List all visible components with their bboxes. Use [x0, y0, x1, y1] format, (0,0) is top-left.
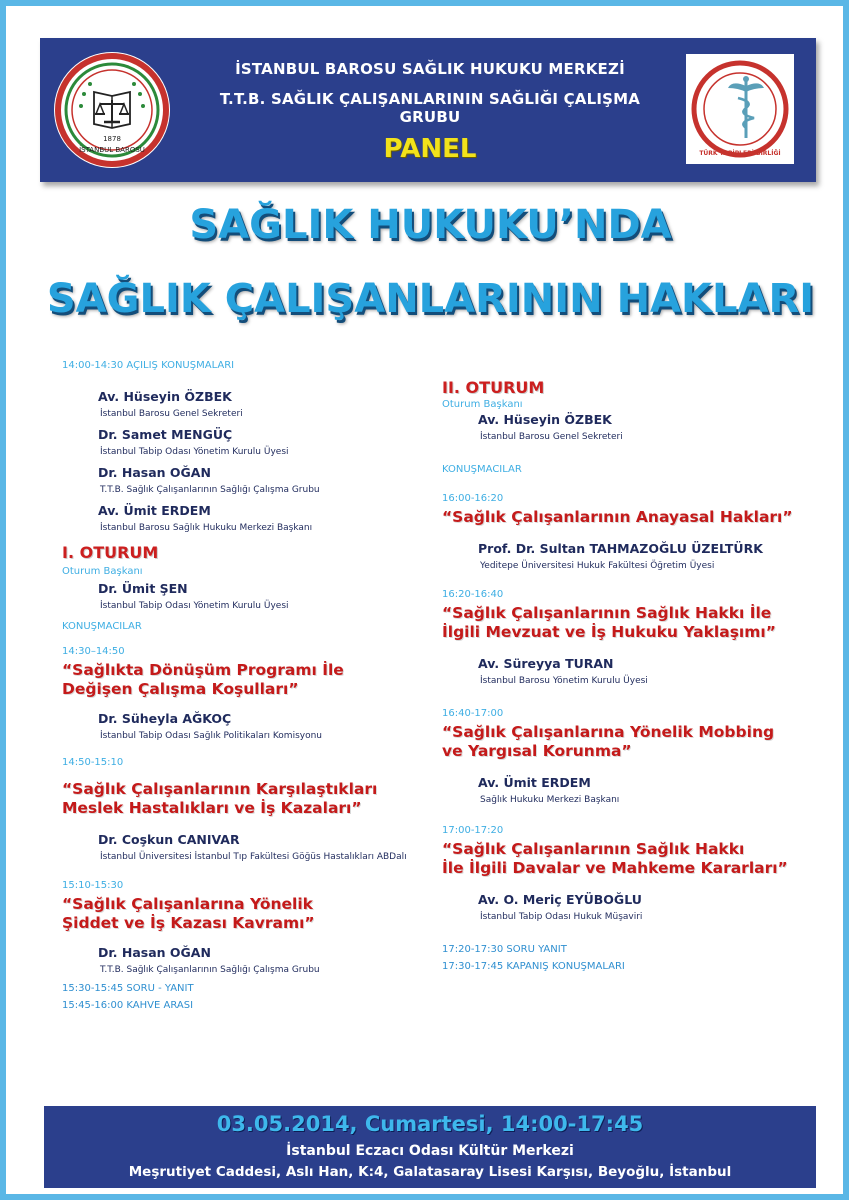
- speaker-affiliation: T.T.B. Sağlık Çalışanlarının Sağlığı Çalışma Grubu: [100, 965, 320, 975]
- ttb-logo-name: TÜRK TABİPLERİ BİRLİĞİ: [699, 150, 781, 157]
- caduceus-icon: [686, 54, 794, 164]
- talk-title: Değişen Çalışma Koşulları”: [62, 680, 299, 698]
- opening-time: 14:00-14:30 AÇILIŞ KONUŞMALARI: [62, 360, 235, 371]
- talk-title: İlgili Mevzuat ve İş Hukuku Yaklaşımı”: [442, 623, 776, 641]
- talk-title: “Sağlık Çalışanlarının Karşılaştıkları: [62, 780, 378, 798]
- talk-time: 16:00-16:20: [442, 493, 504, 504]
- talk-title: İle İlgili Davalar ve Mahkeme Kararları”: [442, 859, 788, 877]
- talk-title: “Sağlık Çalışanlarının Sağlık Hakkı: [442, 840, 745, 858]
- header-banner: [40, 38, 816, 182]
- talk-title: “Sağlık Çalışanlarına Yönelik Mobbing: [442, 723, 775, 741]
- session-1-heading: I. OTURUM: [62, 543, 159, 562]
- break-time: 15:45-16:00 KAHVE ARASI: [62, 1000, 194, 1011]
- talk-time: 15:10-15:30: [62, 880, 124, 891]
- speaker-affiliation: İstanbul Tabip Odası Hukuk Müşaviri: [480, 912, 643, 922]
- right-column: [442, 378, 812, 972]
- footer-banner: [44, 1106, 816, 1188]
- speaker-name: Dr. Samet MENGÜÇ: [98, 427, 233, 442]
- speakers-label: KONUŞMACILAR: [442, 464, 522, 475]
- speaker-name: Dr. Coşkun CANIVAR: [98, 832, 240, 847]
- talk-title: Meslek Hastalıkları ve İş Kazaları”: [62, 799, 362, 817]
- talk-title: “Sağlık Çalışanlarının Anayasal Hakları”: [442, 508, 793, 526]
- speaker-name: Dr. Süheyla AĞKOÇ: [98, 711, 232, 726]
- talk-time: 14:50-15:10: [62, 757, 124, 768]
- talk-title: “Sağlıkta Dönüşüm Programı İle: [62, 661, 344, 679]
- ttb-logo: [686, 54, 794, 164]
- talk-title: “Sağlık Çalışanlarının Sağlık Hakkı İle: [442, 604, 772, 622]
- speaker-affiliation: İstanbul Barosu Sağlık Hukuku Merkezi Başkanı: [100, 523, 313, 533]
- speaker-name: Av. Hüseyin ÖZBEK: [98, 389, 232, 404]
- chair-name: Dr. Ümit ŞEN: [98, 581, 188, 596]
- speaker-name: Av. Ümit ERDEM: [98, 503, 211, 518]
- speakers-label: KONUŞMACILAR: [62, 621, 142, 632]
- speaker-affiliation: İstanbul Barosu Genel Sekreteri: [100, 409, 243, 419]
- qa-time: 17:20-17:30 SORU YANIT: [442, 944, 567, 955]
- talk-title: ve Yargısal Korunma”: [442, 742, 632, 760]
- talk-time: 17:00-17:20: [442, 825, 504, 836]
- istanbul-barosu-logo: [54, 52, 170, 168]
- talk-title: Şiddet ve İş Kazası Kavramı”: [62, 914, 315, 932]
- main-title-line-1: SAĞLIK HUKUKU’NDA: [189, 202, 672, 248]
- speaker-name: Av. O. Meriç EYÜBOĞLU: [478, 892, 642, 907]
- event-venue: İstanbul Eczacı Odası Kültür Merkezi: [286, 1143, 574, 1159]
- chair-affiliation: İstanbul Barosu Genel Sekreteri: [480, 432, 623, 442]
- speaker-name: Dr. Hasan OĞAN: [98, 465, 211, 480]
- speaker-affiliation: İstanbul Tabip Odası Yönetim Kurulu Üyesi: [100, 447, 289, 457]
- talk-time: 14:30–14:50: [62, 646, 125, 657]
- session-2-heading: II. OTURUM: [442, 378, 545, 397]
- talk-title: “Sağlık Çalışanlarına Yönelik: [62, 895, 313, 913]
- logo-year: 1878: [103, 135, 121, 143]
- talk-time: 16:40-17:00: [442, 708, 504, 719]
- speaker-affiliation: İstanbul Üniversitesi İstanbul Tıp Fakültesi Göğüs Hastalıkları ABDalı: [100, 852, 407, 862]
- speaker-name: Av. Ümit ERDEM: [478, 775, 591, 790]
- speaker-affiliation: İstanbul Barosu Yönetim Kurulu Üyesi: [480, 676, 648, 686]
- chair-affiliation: İstanbul Tabip Odası Yönetim Kurulu Üyesi: [100, 601, 289, 611]
- chair-label: Oturum Başkanı: [442, 399, 523, 410]
- organizer-line-2: T.T.B. SAĞLIK ÇALIŞANLARININ SAĞLIĞI ÇALIŞMA GRUBU: [219, 90, 641, 126]
- speaker-affiliation: Sağlık Hukuku Merkezi Başkanı: [480, 795, 620, 805]
- speaker-affiliation: T.T.B. Sağlık Çalışanlarının Sağlığı Çalışma Grubu: [100, 485, 320, 495]
- chair-name: Av. Hüseyin ÖZBEK: [478, 412, 612, 427]
- left-column: [62, 356, 442, 1011]
- talk-time: 16:20-16:40: [442, 589, 504, 600]
- panel-label: PANEL: [383, 134, 477, 164]
- organizer-line-1: İSTANBUL BAROSU SAĞLIK HUKUKU MERKEZİ: [235, 60, 625, 78]
- closing-time: 17:30-17:45 KAPANIŞ KONUŞMALARI: [442, 961, 625, 972]
- logo-name: İSTANBUL BAROSU: [79, 146, 145, 154]
- main-title-line-2: SAĞLIK ÇALIŞANLARININ HAKLARI: [46, 276, 815, 322]
- event-address: Meşrutiyet Caddesi, Aslı Han, K:4, Galatasaray Lisesi Karşısı, Beyoğlu, İstanbul: [128, 1164, 732, 1180]
- speaker-name: Dr. Hasan OĞAN: [98, 945, 211, 960]
- qa-time: 15:30-15:45 SORU - YANIT: [62, 983, 194, 994]
- chair-label: Oturum Başkanı: [62, 566, 143, 577]
- speaker-name: Prof. Dr. Sultan TAHMAZOĞLU ÜZELTÜRK: [478, 541, 763, 556]
- speaker-affiliation: Yeditepe Üniversitesi Hukuk Fakültesi Öğretim Üyesi: [480, 561, 715, 571]
- speaker-name: Av. Süreyya TURAN: [478, 656, 614, 671]
- event-date: 03.05.2014, Cumartesi, 14:00-17:45: [216, 1112, 644, 1136]
- speaker-affiliation: İstanbul Tabip Odası Sağlık Politikaları Komisyonu: [100, 731, 323, 741]
